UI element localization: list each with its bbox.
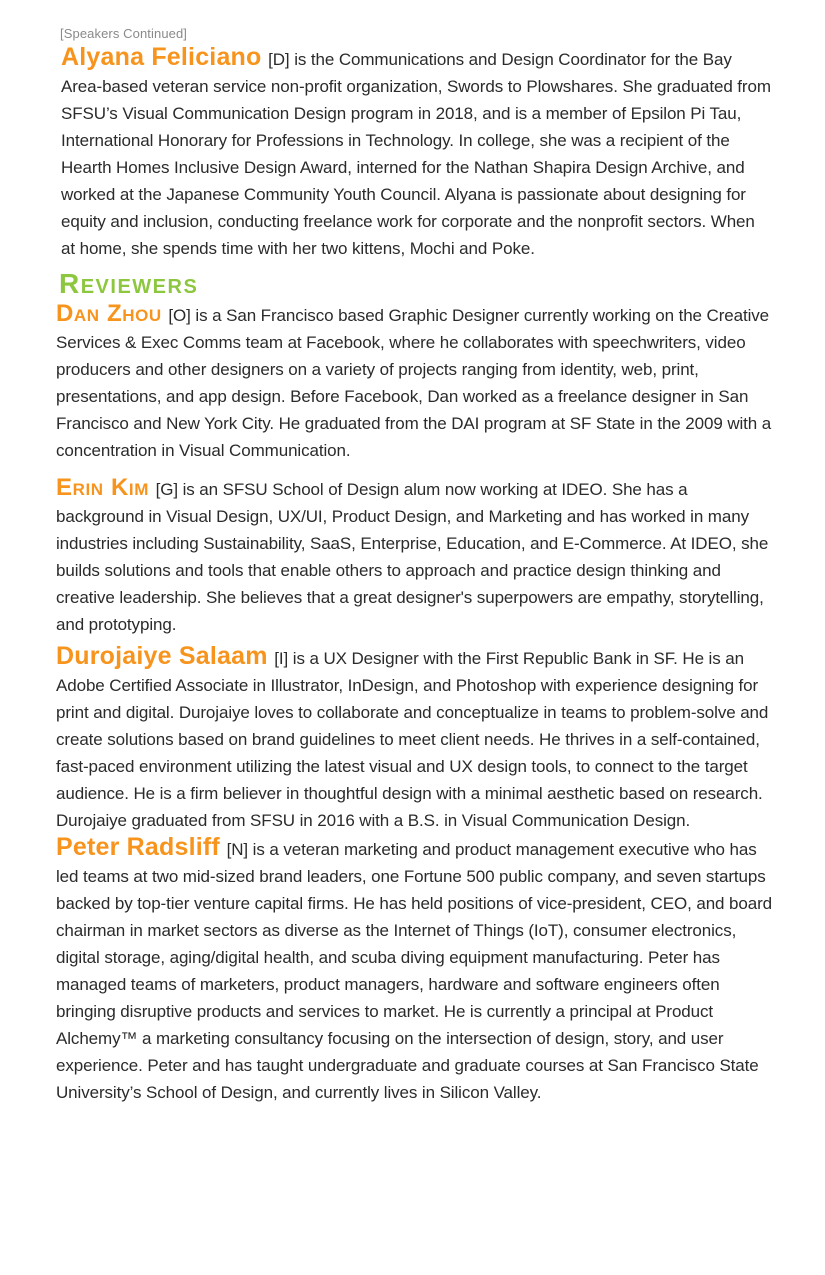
- speaker-bio-text: is the Communications and Design Coordinator for the Bay Area-based veteran service non-profit organization, Swords to Plowshares. She graduated from SFSU’s Visual Communication Design program in 2018, and is a member of Epsilon Pi Tau, International Honorary for Professions in Technology. In college, she was a recipient of the Hearth Homes Inclusive Design Award, interned for the Nathan Shapira Design Archive, and worked at the Japanese Community Youth Council. Alyana is passionate about designing for equity and inclusion, conducting freelance work for corporate and the nonprofit sectors. When at home, she spends time with her two kittens, Mochi and Poke.: [61, 50, 771, 258]
- reviewer-bio: [56, 474, 772, 638]
- reviewer-tag: [G]: [155, 480, 178, 499]
- speaker-tag: [D]: [268, 50, 290, 69]
- speaker-name: Alyana Feliciano: [61, 43, 262, 71]
- reviewer-bio: [56, 300, 772, 464]
- reviewers-heading: Reviewers: [59, 268, 199, 299]
- reviewer-tag: [I]: [274, 649, 289, 668]
- continued-label: [Speakers Continued]: [60, 26, 188, 41]
- reviewer-bio-text: is a veteran marketing and product management executive who has led teams at two mid-sized brand leaders, one Fortune 500 public company, and seven startups backed by top-tier venture capital firms. He has held positions of vice-president, CEO, and board chairman in market sectors as diverse as the Internet of Things (IoT), consumer electronics, digital storage, aging/digital health, and scuba diving equipment manufacturing. Peter has managed teams of marketers, product managers, hardware and software engineers often bringing disruptive products and services to market. He is currently a principal at Product Alchemy™ a marketing consultancy focusing on the intersection of design, story, and user experience. Peter and has taught undergraduate and graduate courses at San Francisco State University’s School of Design, and currently lives in Silicon Valley.: [56, 840, 773, 1102]
- reviewer-name: Durojaiye Salaam: [56, 642, 268, 670]
- reviewer-name: Erin Kim: [56, 474, 149, 501]
- speaker-bio: [61, 44, 772, 262]
- reviewer-tag: [O]: [168, 306, 191, 325]
- reviewer-bio: [56, 643, 772, 834]
- reviewer-bio-text: is an SFSU School of Design alum now working at IDEO. She has a background in Visual Design, UX/UI, Product Design, and Marketing and has worked in many industries including Sustainability, SaaS, Enterprise, Education, and E-Commerce. At IDEO, she builds solutions and tools that enable others to approach and practice design thinking and creative leadership. She believes that a great designer's superpowers are empathy, storytelling, and prototyping.: [56, 480, 769, 634]
- document-page: [56, 24, 772, 1106]
- reviewer-bio: [56, 834, 772, 1106]
- spacer: [56, 464, 772, 474]
- reviewer-bio-text: is a UX Designer with the First Republic Bank in SF. He is an Adobe Certified Associate in Illustrator, InDesign, and Photoshop with experience designing for print and digital. Durojaiye loves to collaborate and conceptualize in teams to problem-solve and create solutions based on brand guidelines to meet client needs. He thrives in a self-contained, fast-paced environment utilizing the latest visual and UX design tools, to connect to the target audience. He is a firm believer in thoughtful design with a minimal aesthetic based on research. Durojaiye graduated from SFSU in 2016 with a B.S. in Visual Communication Design.: [56, 649, 769, 830]
- reviewer-bio-text: is a San Francisco based Graphic Designer currently working on the Creative Services & Exec Comms team at Facebook, where he collaborates with speechwriters, video producers and other designers on a variety of projects ranging from identity, web, print, presentations, and app design. Before Facebook, Dan worked as a freelance designer in San Francisco and New York City. He graduated from the DAI program at SF State in the 2009 with a concentration in Visual Communication.: [56, 306, 772, 460]
- reviewer-tag: [N]: [226, 840, 249, 859]
- reviewer-name: Peter Radsliff: [56, 833, 220, 861]
- reviewer-name: Dan Zhou: [56, 300, 162, 327]
